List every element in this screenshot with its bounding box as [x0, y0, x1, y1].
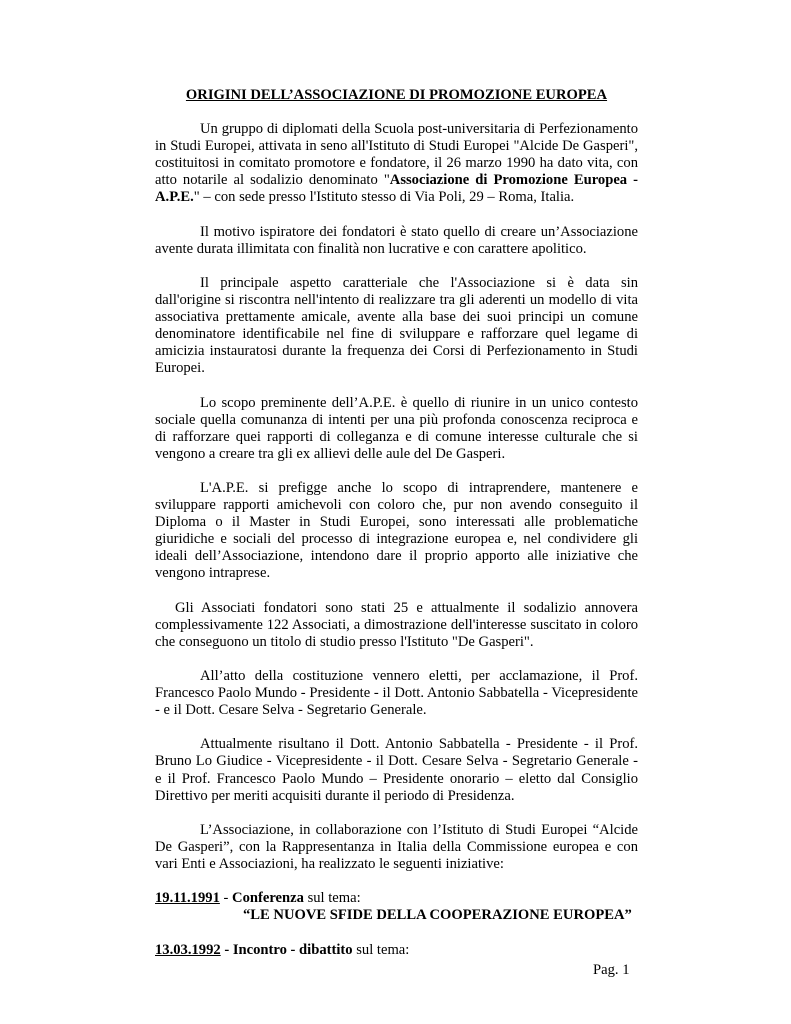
event-topic-intro: sul tema:: [352, 941, 410, 958]
paragraph-current-officers: Attualmente risultano il Dott. Antonio Sabbatella - Presidente - il Prof. Bruno Lo Giudice - Vicepresidente - il Dott. Cesare Selva - Segretario Generale - e il Prof. Francesco Paolo Mundo – Presidente onorario – eletto dal Consiglio Direttivo per meriti acquisiti durante il periodo di Presidenza.: [155, 736, 638, 804]
page-number: Pag. 1: [593, 962, 630, 978]
event-title: “LE NUOVE SFIDE DELLA COOPERAZIONE EUROPEA”: [243, 907, 632, 924]
event-separator: -: [220, 941, 233, 958]
paragraph-motive: Il motivo ispiratore dei fondatori è stato quello di creare un’Associazione avente durata illimitata con finalità non lucrative e con carattere apolitico.: [155, 223, 638, 257]
paragraph-relations: L'A.P.E. si prefigge anche lo scopo di intraprendere, mantenere e sviluppare rapporti amichevoli con coloro che, pur non avendo conseguito il Diploma o il Master in Studi Europei, sono interessati alle problematiche giuridiche e sociali del processo di integrazione europea e, nel condividere gli ideali dell’Associazione, intendono dare il proprio apporto alle iniziative che vengono intraprese.: [155, 479, 638, 582]
paragraph-founding-officers: All’atto della costituzione vennero eletti, per acclamazione, il Prof. Francesco Paolo Mundo - Presidente - il Dott. Antonio Sabbatella - Vicepresidente - e il Dott. Cesare Selva - Segretario Generale.: [155, 668, 638, 719]
event-separator: -: [219, 890, 233, 907]
event-kind: Conferenza: [232, 890, 304, 907]
paragraph-initiatives: L’Associazione, in collaborazione con l’Istituto di Studi Europei “Alcide De Gasperi”, con la Rappresentanza in Italia della Commissione europea e con vari Enti e Associazioni, ha realizzato le seguenti iniziative:: [155, 821, 638, 873]
paragraph-founding-tail: " – con sede presso l'Istituto stesso di Via Poli, 29 – Roma, Italia.: [193, 189, 575, 206]
event-kind: Incontro - dibattito: [232, 941, 353, 958]
event-line: [155, 942, 638, 959]
association-name: Associazione di Promozione Europea - A.P.E.: [155, 172, 639, 206]
paragraph-founding: [155, 121, 638, 206]
document-title: ORIGINI DELL’ASSOCIAZIONE DI PROMOZIONE EUROPEA: [185, 87, 608, 103]
paragraph-purpose: Lo scopo preminente dell’A.P.E. è quello di riunire in un unico contesto sociale quella comunanza di intenti per una più profonda conoscenza reciproca e di rafforzare quei rapporti di colleganza e di comune interesse culturale che si vengono a creare tra gli ex allievi delle aule del De Gasperi.: [155, 394, 638, 462]
event-date: 13.03.1992: [155, 941, 221, 958]
paragraph-character: Il principale aspetto caratteriale che l'Associazione si è data sin dall'origine si riscontra nell'intento di realizzare tra gli aderenti un modello di vita associativa prettamente amicale, avente alla base dei suoi principi un comune denominatore identificabile nel fine di sviluppare e rafforzare quel legame di amicizia instauratosi durante la frequenza dei Corsi di Perfezionamento in Studi Europei.: [155, 274, 638, 377]
paragraph-founding-text: Un gruppo di diplomati della Scuola post-universitaria di Perfezionamento in Studi Europei, attivata in seno all'Istituto di Studi Europei "Alcide De Gasperi", costituitosi in comitato promotore e fondatore, il 26 marzo 1990 ha dato vita, con atto notarile al sodalizio denominato ": [155, 121, 638, 189]
event-line: [155, 890, 638, 907]
paragraph-members: Gli Associati fondatori sono stati 25 e attualmente il sodalizio annovera complessivamente 122 Associati, a dimostrazione dell'interesse suscitato in coloro che conseguono un titolo di studio presso l'Istituto "De Gasperi".: [155, 599, 638, 650]
event-topic-intro: sul tema:: [303, 890, 361, 907]
event-date: 19.11.1991: [155, 890, 220, 907]
